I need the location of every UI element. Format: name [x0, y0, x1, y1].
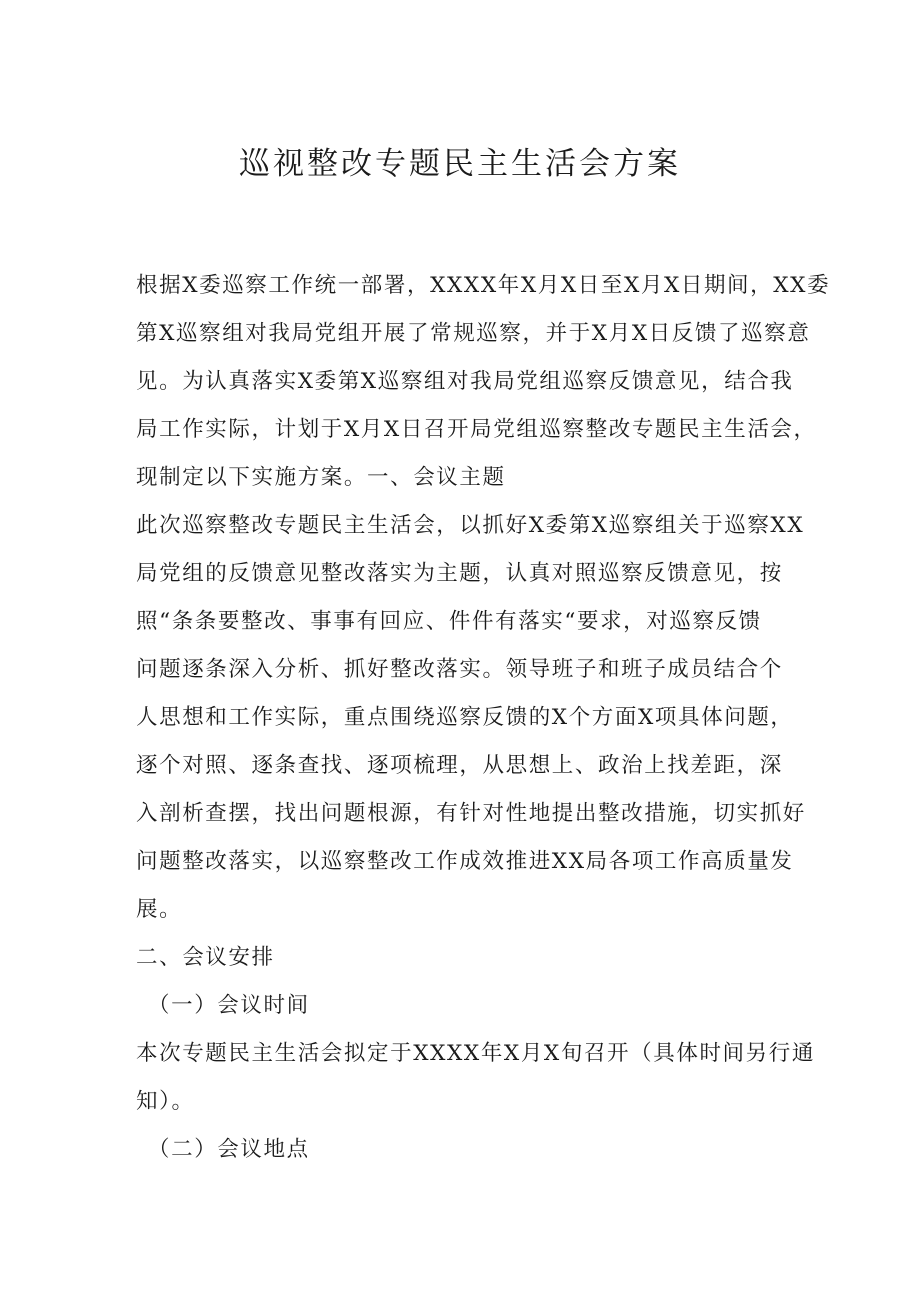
paragraph-line: 根据X委巡察工作统一部署，XXXX年X月X日至X月X日期间，XX委 [136, 273, 831, 298]
section-heading: 二、会议安排 [136, 945, 275, 970]
subsection-heading: （二）会议地点 [148, 1137, 310, 1162]
paragraph-line: 人思想和工作实际，重点围绕巡察反馈的X个方面X项具体问题， [136, 705, 794, 730]
paragraph-line: 问题逐条深入分析、抓好整改落实。领导班子和班子成员结合个 [136, 657, 783, 682]
paragraph-line: 本次专题民主生活会拟定于XXXX年X月X旬召开（具体时间另行通 [136, 1041, 815, 1066]
document-title: 巡视整改专题民主生活会方案 [239, 146, 681, 182]
subsection-heading: （一）会议时间 [148, 993, 310, 1018]
paragraph-line: 逐个对照、逐条查找、逐项梳理，从思想上、政治上找差距，深 [136, 753, 783, 778]
paragraph-line: 局工作实际，计划于X月X日召开局党组巡察整改专题民主生活会， [136, 417, 817, 442]
paragraph-line: 见。为认真落实X委第X巡察组对我局党组巡察反馈意见，结合我 [136, 369, 794, 394]
paragraph-line: 此次巡察整改专题民主生活会，以抓好X委第X巡察组关于巡察XX [136, 513, 805, 538]
paragraph-line: 照“条条要整改、事事有回应、件件有落实“要求，对巡察反馈 [136, 609, 762, 634]
paragraph-line: 展。 [136, 897, 183, 922]
paragraph-line: 现制定以下实施方案。一、会议主题 [136, 465, 506, 490]
paragraph-line: 入剖析查摆，找出问题根源，有针对性地提出整改措施，切实抓好 [136, 801, 806, 826]
paragraph-line: 局党组的反馈意见整改落实为主题，认真对照巡察反馈意见，按 [136, 561, 783, 586]
paragraph-line: 知）。 [136, 1089, 195, 1114]
paragraph-line: 第X巡察组对我局党组开展了常规巡察，并于X月X日反馈了巡察意 [136, 321, 811, 346]
paragraph-line: 问题整改落实，以巡察整改工作成效推进XX局各项工作高质量发 [136, 849, 794, 874]
document-body [136, 262, 831, 1174]
